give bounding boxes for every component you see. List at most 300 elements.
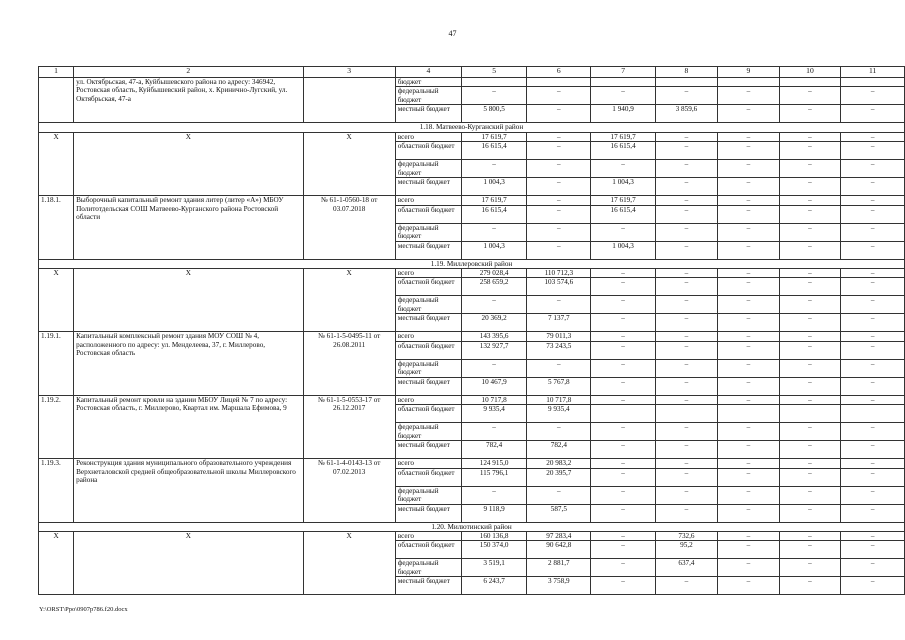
value-cell: – [591,541,655,559]
value-cell: – [718,441,779,459]
budget-label: всего [395,332,461,341]
table-row [39,395,905,404]
budget-label: местный бюджет [395,377,461,395]
value-cell: – [779,377,841,395]
value-cell: – [841,178,905,196]
value-cell: – [527,359,591,377]
value-cell: – [841,160,905,178]
value-cell: – [718,332,779,341]
value-cell: – [779,468,841,486]
budget-table [38,66,905,595]
value-cell: – [527,142,591,160]
value-cell: 3 519,1 [462,559,527,577]
value-cell: – [527,132,591,141]
value-cell [718,405,779,423]
value-cell: 150 374,0 [462,541,527,559]
value-cell: – [779,423,841,441]
budget-label: местный бюджет [395,105,461,123]
value-cell [718,78,779,87]
value-cell: – [841,423,905,441]
value-cell: – [655,296,717,314]
value-cell: – [591,341,655,359]
value-cell: 5 800,5 [462,105,527,123]
value-cell: – [841,314,905,332]
value-cell: – [591,441,655,459]
value-cell: – [591,296,655,314]
table-row [39,459,905,468]
budget-label: местный бюджет [395,504,461,522]
value-cell: 16 615,4 [462,205,527,223]
value-cell: 1 004,3 [462,241,527,259]
value-cell: – [591,332,655,341]
value-cell: – [462,486,527,504]
value-cell: – [655,314,717,332]
value-cell: 1 004,3 [591,241,655,259]
value-cell: – [655,278,717,296]
value-cell: – [655,142,717,160]
value-cell: 16 615,4 [591,205,655,223]
value-cell: – [527,241,591,259]
value-cell: – [655,577,717,595]
footer-file-path: Y:\ORST\Ppo\0907p786.f20.docx [39,606,128,613]
budget-label: областной бюджет [395,405,461,423]
doc-reference: № 61-1-5-0553-17 от 26.12.2017 [303,395,395,458]
row-number: 1.18.1. [39,196,74,259]
value-cell: – [718,423,779,441]
value-cell: 20 369,2 [462,314,527,332]
budget-label: федеральный бюджет [395,559,461,577]
column-header: 6 [527,67,591,78]
value-cell: – [718,87,779,105]
value-cell: 160 136,8 [462,532,527,541]
value-cell: – [591,486,655,504]
value-cell: – [591,577,655,595]
value-cell: – [779,541,841,559]
value-cell: – [779,160,841,178]
value-cell: – [779,532,841,541]
table-row [39,332,905,341]
value-cell: – [841,278,905,296]
value-cell: – [718,577,779,595]
value-cell: – [655,87,717,105]
object-description: Капитальный комплексный ремонт здания МОУ СОШ № 4, расположенного по адресу: ул. Менделеева, 37, г. Миллерово, Ростовская область [74,332,303,395]
value-cell: – [591,269,655,278]
column-header: 7 [591,67,655,78]
value-cell: – [779,395,841,404]
column-header: 3 [303,67,395,78]
value-cell: 637,4 [655,559,717,577]
table-row [39,132,905,141]
budget-label: федеральный бюджет [395,486,461,504]
value-cell: – [655,160,717,178]
value-cell [527,78,591,87]
value-cell: 258 659,2 [462,278,527,296]
value-cell: 20 395,7 [527,468,591,486]
value-cell: 10 717,8 [527,395,591,404]
value-cell: 279 028,4 [462,269,527,278]
value-cell: 9 935,4 [462,405,527,423]
value-cell: – [718,196,779,205]
value-cell: – [718,278,779,296]
value-cell: – [841,332,905,341]
value-cell: – [718,459,779,468]
value-cell: – [655,441,717,459]
value-cell: – [779,241,841,259]
value-cell: – [655,459,717,468]
column-header: 11 [841,67,905,78]
value-cell: – [527,160,591,178]
value-cell: – [841,559,905,577]
value-cell: – [718,341,779,359]
value-cell: – [591,314,655,332]
value-cell: – [527,105,591,123]
value-cell: – [718,504,779,522]
doc-reference: X [303,132,395,195]
value-cell: 7 137,7 [527,314,591,332]
value-cell: – [655,423,717,441]
value-cell: – [841,459,905,468]
value-cell: – [779,178,841,196]
value-cell: – [591,160,655,178]
value-cell: – [655,395,717,404]
value-cell: – [779,341,841,359]
row-number [39,78,74,123]
value-cell: – [591,532,655,541]
value-cell: – [591,87,655,105]
section-row [39,522,905,531]
value-cell: 143 395,6 [462,332,527,341]
value-cell: – [779,504,841,522]
budget-label: всего [395,395,461,404]
value-cell: – [718,541,779,559]
value-cell: 17 619,7 [591,132,655,141]
budget-label: местный бюджет [395,577,461,595]
value-cell: 10 717,8 [462,395,527,404]
value-cell: – [841,468,905,486]
column-header: 10 [779,67,841,78]
value-cell: – [841,205,905,223]
value-cell: – [591,278,655,296]
object-description: ул. Октябрьская, 47-а, Куйбышевского района по адресу: 346942, Ростовская область, Куйбышевский район, х. Кринично-Лугский, ул. Октябрьская, 47-а [74,78,303,123]
column-header: 9 [718,67,779,78]
value-cell: 110 712,3 [527,269,591,278]
value-cell: – [591,504,655,522]
budget-label: местный бюджет [395,178,461,196]
value-cell: – [841,296,905,314]
value-cell: – [841,532,905,541]
value-cell: – [841,359,905,377]
value-cell: – [779,142,841,160]
value-cell: – [779,223,841,241]
value-cell: – [718,132,779,141]
value-cell: – [462,296,527,314]
value-cell: – [718,142,779,160]
object-description: X [74,132,303,195]
value-cell: – [591,423,655,441]
table-row [39,532,905,541]
value-cell: – [655,132,717,141]
column-header: 5 [462,67,527,78]
value-cell: – [462,160,527,178]
value-cell: 3 758,9 [527,577,591,595]
value-cell: – [779,559,841,577]
value-cell [841,78,905,87]
section-row [39,259,905,268]
value-cell: – [841,486,905,504]
doc-reference: № 61-1-0560-18 от 03.07.2018 [303,196,395,259]
value-cell: – [779,577,841,595]
budget-label: всего [395,269,461,278]
value-cell: – [718,395,779,404]
value-cell: 115 796,1 [462,468,527,486]
value-cell: – [718,241,779,259]
value-cell: – [527,296,591,314]
row-number: X [39,532,74,595]
value-cell: 103 574,6 [527,278,591,296]
value-cell [655,405,717,423]
column-header: 2 [74,67,303,78]
value-cell: 16 615,4 [591,142,655,160]
doc-reference: X [303,532,395,595]
section-title: 1.20. Милютинский район [39,522,905,531]
budget-label: федеральный бюджет [395,296,461,314]
value-cell [779,405,841,423]
value-cell: – [527,423,591,441]
value-cell: – [718,205,779,223]
value-cell: – [841,223,905,241]
section-row [39,123,905,132]
budget-label: местный бюджет [395,314,461,332]
budget-label: всего [395,532,461,541]
value-cell: – [779,459,841,468]
budget-label: местный бюджет [395,241,461,259]
budget-label: областной бюджет [395,278,461,296]
value-cell: – [718,532,779,541]
value-cell: – [779,196,841,205]
value-cell: – [655,205,717,223]
value-cell: – [841,504,905,522]
value-cell: 73 243,5 [527,341,591,359]
value-cell [655,78,717,87]
table-row [39,78,905,87]
budget-label: областной бюджет [395,205,461,223]
budget-label: федеральный бюджет [395,359,461,377]
value-cell: – [655,504,717,522]
budget-label: областной бюджет [395,341,461,359]
value-cell: 97 283,4 [527,532,591,541]
value-cell: – [718,160,779,178]
doc-reference [303,78,395,123]
budget-label: всего [395,459,461,468]
budget-label: федеральный бюджет [395,423,461,441]
value-cell: – [591,377,655,395]
value-cell: – [779,441,841,459]
value-cell: – [655,196,717,205]
value-cell: – [655,241,717,259]
value-cell [841,405,905,423]
value-cell: – [779,87,841,105]
budget-label: всего [395,196,461,205]
value-cell: – [462,359,527,377]
column-header: 4 [395,67,461,78]
value-cell: 1 004,3 [462,178,527,196]
value-cell: 1 940,9 [591,105,655,123]
value-cell: 10 467,9 [462,377,527,395]
budget-label: федеральный бюджет [395,160,461,178]
budget-label: местный бюджет [395,441,461,459]
value-cell: – [841,132,905,141]
value-cell: 1 004,3 [591,178,655,196]
value-cell: 17 619,7 [462,196,527,205]
value-cell: – [718,223,779,241]
value-cell: – [655,468,717,486]
value-cell: – [655,178,717,196]
value-cell: 95,2 [655,541,717,559]
value-cell: 17 619,7 [462,132,527,141]
object-description: Выборочный капитальный ремонт здания литер (литер «А») МБОУ Политотдельская СОШ Матвеево-Курганского района Ростовской области [74,196,303,259]
value-cell: – [779,296,841,314]
value-cell: – [841,395,905,404]
value-cell: – [718,314,779,332]
value-cell: – [779,205,841,223]
value-cell [462,78,527,87]
value-cell: 17 619,7 [591,196,655,205]
section-title: 1.19. Миллеровский район [39,259,905,268]
value-cell: 732,6 [655,532,717,541]
value-cell: – [718,359,779,377]
value-cell: – [655,359,717,377]
value-cell: – [655,341,717,359]
value-cell: – [527,205,591,223]
value-cell: – [841,269,905,278]
value-cell: 2 881,7 [527,559,591,577]
row-number: X [39,132,74,195]
value-cell: – [591,559,655,577]
doc-reference: X [303,269,395,332]
value-cell: – [841,441,905,459]
table-row [39,269,905,278]
value-cell: – [718,486,779,504]
value-cell: – [841,341,905,359]
value-cell: 9 935,4 [527,405,591,423]
value-cell: – [779,269,841,278]
table-row [39,196,905,205]
value-cell: 79 011,3 [527,332,591,341]
section-title: 1.18. Матвеево-Курганский район [39,123,905,132]
value-cell: – [462,423,527,441]
value-cell: – [841,87,905,105]
budget-label: областной бюджет [395,142,461,160]
value-cell: – [841,105,905,123]
value-cell: – [779,132,841,141]
value-cell: – [779,486,841,504]
value-cell: 16 615,4 [462,142,527,160]
value-cell: – [779,359,841,377]
value-cell: 124 915,0 [462,459,527,468]
value-cell [591,78,655,87]
value-cell: – [779,332,841,341]
value-cell: – [655,223,717,241]
value-cell: – [591,459,655,468]
page-number: 47 [448,29,457,38]
value-cell: – [527,87,591,105]
value-cell [591,405,655,423]
value-cell: – [841,377,905,395]
column-header: 1 [39,67,74,78]
value-cell: – [462,223,527,241]
value-cell: – [841,241,905,259]
row-number: 1.19.3. [39,459,74,522]
value-cell: 20 983,2 [527,459,591,468]
value-cell: – [718,296,779,314]
value-cell: – [841,142,905,160]
value-cell: – [841,541,905,559]
value-cell: – [591,468,655,486]
value-cell [779,78,841,87]
value-cell: – [591,359,655,377]
value-cell: – [841,577,905,595]
value-cell: – [718,559,779,577]
budget-label: федеральный бюджет [395,87,461,105]
table-body [39,67,905,595]
value-cell: – [527,178,591,196]
value-cell: 132 927,7 [462,341,527,359]
object-description: Реконструкция здания муниципального образовательного учреждения Верхнеталовской средней общеобразовательной школы Миллеровского района [74,459,303,522]
budget-label: всего [395,132,461,141]
value-cell: – [718,377,779,395]
row-number: 1.19.2. [39,395,74,458]
value-cell: 6 243,7 [462,577,527,595]
budget-label: бюджет [395,78,461,87]
value-cell: 90 642,8 [527,541,591,559]
budget-label: областной бюджет [395,541,461,559]
object-description: Капитальный ремонт кровли на здании МБОУ Лицей № 7 по адресу: Ростовская область, г. Миллерово, Квартал им. Маршала Ефимова, 9 [74,395,303,458]
value-cell: 782,4 [527,441,591,459]
value-cell: – [718,468,779,486]
row-number: X [39,269,74,332]
value-cell: – [655,332,717,341]
doc-reference: № 61-1-5-0495-11 от 26.08.2011 [303,332,395,395]
value-cell: – [718,269,779,278]
value-cell: – [841,196,905,205]
value-cell: – [655,269,717,278]
object-description: X [74,532,303,595]
budget-label: областной бюджет [395,468,461,486]
value-cell: – [655,377,717,395]
value-cell: 5 767,8 [527,377,591,395]
row-number: 1.19.1. [39,332,74,395]
budget-label: федеральный бюджет [395,223,461,241]
value-cell: – [779,278,841,296]
value-cell: – [655,486,717,504]
value-cell: – [718,178,779,196]
doc-reference: № 61-1-4-0143-13 от 07.02.2013 [303,459,395,522]
value-cell: – [718,105,779,123]
value-cell: – [779,314,841,332]
value-cell: 9 118,9 [462,504,527,522]
value-cell: 3 859,6 [655,105,717,123]
table-header-row [39,67,905,78]
value-cell: – [462,87,527,105]
value-cell: – [527,486,591,504]
value-cell: – [779,105,841,123]
column-header: 8 [655,67,717,78]
value-cell: 587,5 [527,504,591,522]
value-cell: – [591,223,655,241]
value-cell: – [591,395,655,404]
value-cell: – [527,196,591,205]
value-cell: – [527,223,591,241]
